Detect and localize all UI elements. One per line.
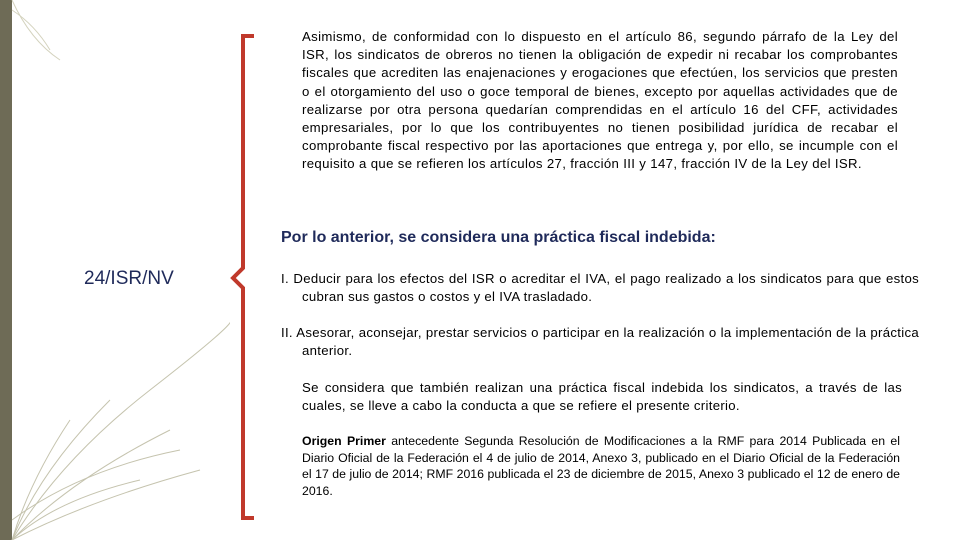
origin-text: antecedente Segunda Resolución de Modificaciones a la RMF para 2014 Publicada en el Diario Oficial de la Federación el 4 de julio de 2014, Anexo 3, publicado en el Diario Oficial de la Federación el 17 de julio de 2014; RMF 2016 publicada el 23 de diciembre de 2015, Anexo 3 publicado el 12 de enero de 2016. [302, 434, 900, 498]
curly-bracket [228, 0, 268, 540]
origin-paragraph [302, 433, 900, 499]
origin-label: Origen Primer [302, 434, 386, 448]
main-paragraph: Asimismo, de conformidad con lo dispuesto en el artículo 86, segundo párrafo de la Ley del ISR, los sindicatos de obreros no tienen la obligación de expedir ni recabar los comprobantes fiscales que acrediten las enajenaciones y erogaciones que efectúen, los servicios que presten o el otorgamiento del uso o goce temporal de bienes, excepto por aquellas actividades que de realizarse por otra persona quedarían comprendidas en el artículo 16 del CFF, actividades empresariales, por lo que los contribuyentes no tienen posibilidad jurídica de recabar el comprobante fiscal respectivo por las aportaciones que entrega y, por ello, se incumple con el requisito a que se refieren los artículos 27, fracción III y 147, fracción IV de la Ley del ISR. [302, 29, 898, 172]
note-paragraph: Se considera que también realizan una práctica fiscal indebida los sindicatos, a través de las cuales, se lleve a cabo la conducta a que se refiere el presente criterio. [302, 380, 902, 414]
section-heading: Por lo anterior, se considera una práctica fiscal indebida: [281, 229, 716, 246]
list-item-1: I. Deducir para los efectos del ISR o acreditar el IVA, el pago realizado a los sindicatos para que estos cubran sus gastos o costos y el IVA trasladado. [281, 271, 919, 305]
list-item-2: II. Asesorar, aconsejar, prestar servicios o participar en la realización o la implementación de la práctica anterior. [281, 325, 919, 359]
criterion-code: 24/ISR/NV [84, 268, 174, 289]
